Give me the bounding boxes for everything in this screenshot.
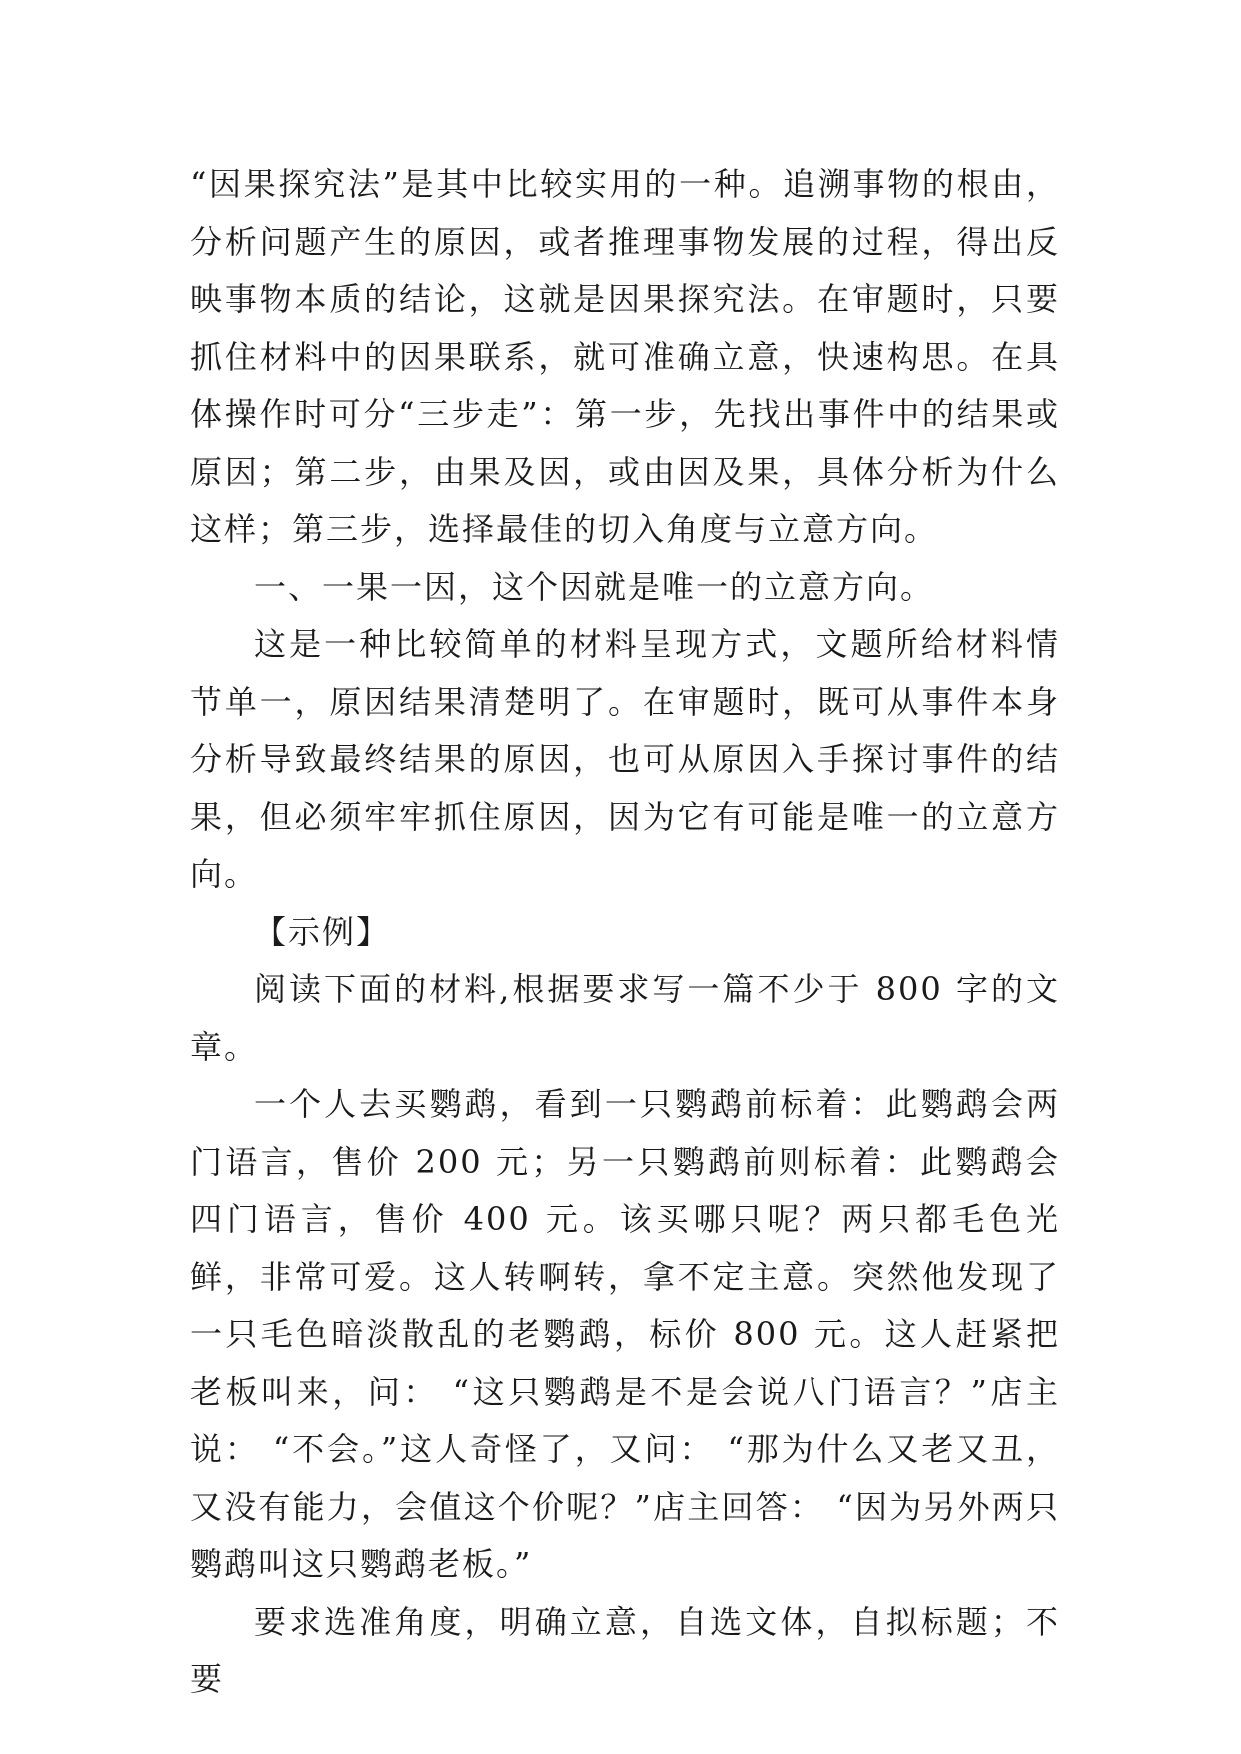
paragraph-example-label: 【示例】 (254, 912, 391, 951)
paragraph-instruction: 阅读下面的材料,根据要求写一篇不少于 800 字的文章。 (190, 970, 1060, 1066)
paragraph-cause-effect-method: “因果探究法”是其中比较实用的一种。追溯事物的根由，分析问题产生的原因，或者推理事物发展的过程，得出反映事物本质的结论，这就是因果探究法。在审题时，只要抓住材料中的因果联系，就可准确立意，快速构思。在具体操作时可分“三步走”：第一步，先找出事件中的结果或原因；第二步，由果及因，或由因及果，具体分析为什么这样；第三步，选择最佳的切入角度与立意方向。 (190, 165, 1060, 548)
paragraph-parrot-story: 一个人去买鹦鹉，看到一只鹦鹉前标着：此鹦鹉会两门语言，售价 200 元；另一只鹦鹉前则标着：此鹦鹉会四门语言，售价 400 元。该买哪只呢？两只都毛色光鲜，非常可爱。这人转啊转，拿不定主意。突然他发现了一只毛色暗淡散乱的老鹦鹉，标价 800 元。这人赶紧把老板叫来，问： “这只鹦鹉是不是会说八门语言？”店主说： “不会。”这人奇怪了，又问： “那为什么又老又丑，又没有能力，会值这个价呢？”店主回答： “因为另外两只鹦鹉叫这只鹦鹉老板。” (190, 1085, 1060, 1583)
paragraph-requirements: 要求选准角度，明确立意，自选文体，自拟标题；不要 (190, 1602, 1060, 1698)
paragraph-heading-one: 一、一果一因，这个因就是唯一的立意方向。 (254, 567, 935, 606)
document-body (190, 156, 1060, 1709)
paragraph-explanation: 这是一种比较简单的材料呈现方式，文题所给材料情节单一，原因结果清楚明了。在审题时，既可从事件本身分析导致最终结果的原因，也可从原因入手探讨事件的结果，但必须牢牢抓住原因，因为它有可能是唯一的立意方向。 (190, 625, 1060, 893)
